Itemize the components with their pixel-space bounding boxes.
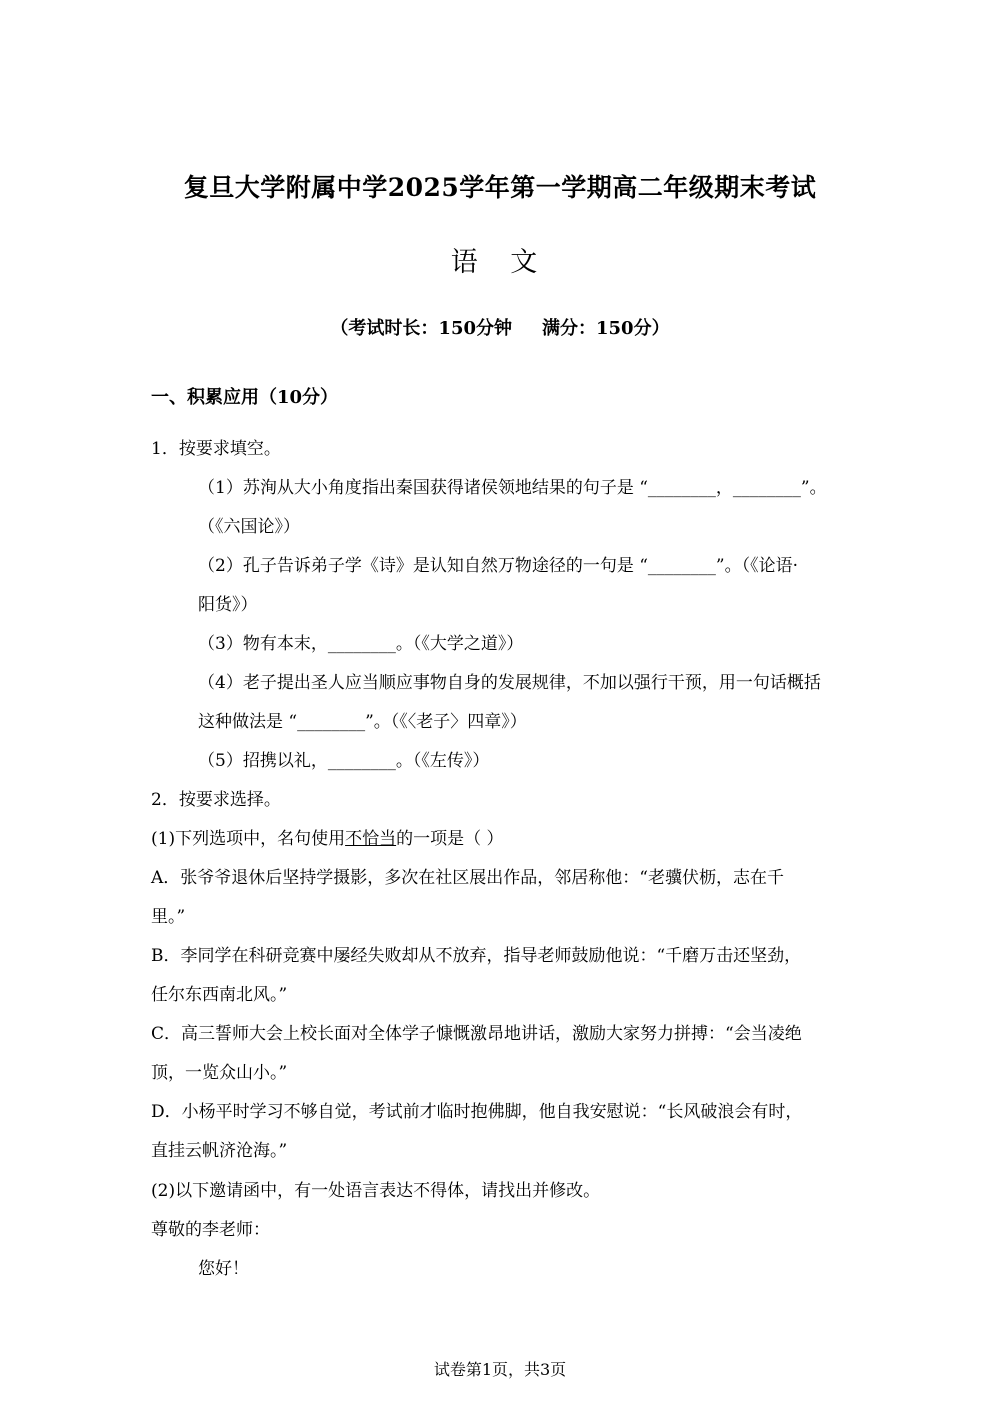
question-2-sub-1: [151, 828, 504, 850]
question-1-part-2-source: 阳货》）: [198, 595, 258, 615]
question-2-stem: 2．按要求选择。: [151, 790, 281, 810]
question-1-part-3: （3）物有本末，________。（《大学之道》）: [198, 634, 524, 654]
option-a: A．张爷爷退休后坚持学摄影，多次在社区展出作品，邻居称他：“老骥伏枥，志在千: [151, 868, 784, 888]
option-b-cont: 任尔东西南北风。”: [151, 985, 288, 1005]
exam-meta: [0, 314, 1000, 340]
letter-hello: 您好！: [198, 1259, 249, 1279]
exam-subject: 语 文: [450, 247, 550, 278]
question-1-part-1-source: （《六国论》）: [198, 517, 300, 537]
option-c-cont: 顶，一览众山小。”: [151, 1063, 288, 1083]
exam-full-score: 满分：150分）: [542, 318, 670, 339]
sub-1-text-end: 的一项是（ ）: [396, 829, 504, 849]
question-1-part-5: （5）招携以礼，________。（《左传》）: [198, 751, 490, 771]
exam-duration: （考试时长：150分钟: [330, 318, 512, 339]
sub-1-underlined: 不恰当: [345, 829, 397, 849]
exam-title: 复旦大学附属中学2025学年第一学期高二年级期末考试: [183, 173, 817, 202]
option-b: B．李同学在科研竞赛中屡经失败却从不放弃，指导老师鼓励他说：“千磨万击还坚劲，: [151, 946, 802, 966]
letter-greeting: 尊敬的李老师：: [151, 1220, 270, 1240]
option-d: D．小杨平时学习不够自觉，考试前才临时抱佛脚，他自我安慰说：“长风破浪会有时，: [151, 1102, 803, 1122]
option-a-cont: 里。”: [151, 907, 186, 927]
section-heading: 一、积累应用（10分）: [151, 387, 339, 408]
question-1-part-4-cont: 这种做法是 “________”。（《〈老子〉四章》）: [198, 712, 527, 732]
question-1-part-4: （4）老子提出圣人应当顺应事物自身的发展规律，不加以强行干预，用一句话概括: [198, 673, 821, 693]
option-d-cont: 直挂云帆济沧海。”: [151, 1141, 288, 1161]
option-c: C．高三誓师大会上校长面对全体学子慷慨激昂地讲话，激励大家努力拼搏：“会当凌绝: [151, 1024, 802, 1044]
page-footer: 试卷第1页，共3页: [433, 1360, 567, 1379]
question-1-stem: 1．按要求填空。: [151, 439, 281, 459]
question-2-sub-2: (2)以下邀请函中，有一处语言表达不得体，请找出并修改。: [151, 1181, 601, 1201]
sub-1-text: (1)下列选项中，名句使用: [151, 829, 346, 849]
question-1-part-1: （1）苏洵从大小角度指出秦国获得诸侯领地结果的句子是 “________，________”。: [198, 478, 827, 498]
question-1-part-2: （2）孔子告诉弟子学《诗》是认知自然万物途径的一句是 “________”。（《论语·: [198, 556, 799, 576]
